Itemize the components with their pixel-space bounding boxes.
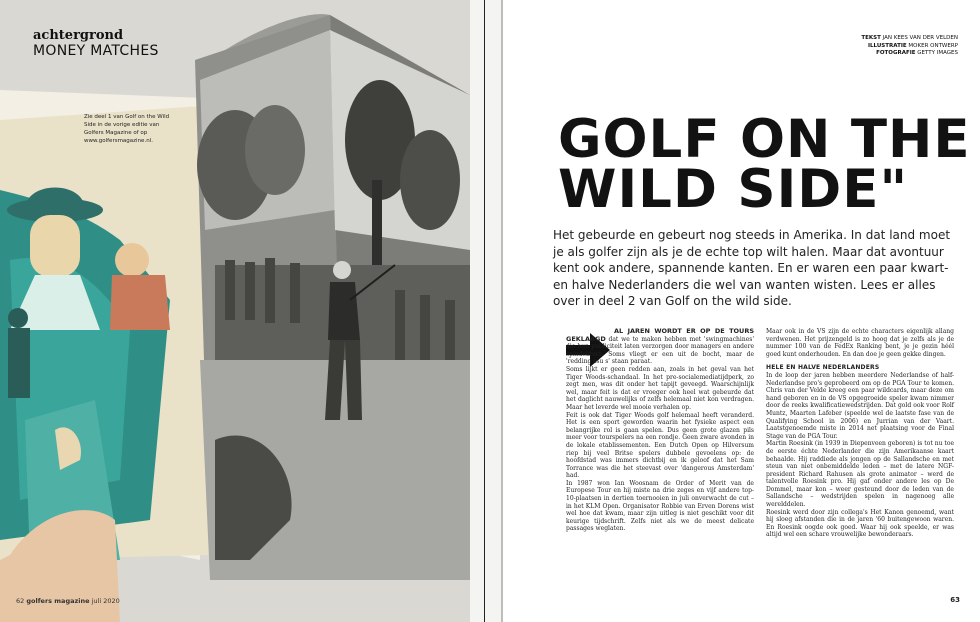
- right-page: [503, 0, 980, 622]
- lead-text: dat we te maken hebben met 'swingmachines' die hun publiciteit laten verzorgen door managers en andere spindoktors. Soms vliegt er een uit de bocht, maar de 'redding ssu s' staan paraat.: [566, 335, 754, 366]
- credit-line-text: TEKST JAN KEES VAN DER VELDEN: [861, 35, 958, 41]
- page-gutter: [470, 0, 503, 622]
- magazine-spread-illustration: [0, 0, 470, 622]
- section-kicker: achtergrond: [33, 28, 124, 43]
- magazine-name: golfers magazine: [26, 597, 90, 605]
- body-paragraph: Feit is ook dat Tiger Woods golf helemaal heeft veranderd. Het is een sport geworden waarin het fysieke aspect een belangrijke rol is gaan spelen. Dus geen grote glazen pils meer voor tourspelers na een rondje. Geen zware avonden in de lokale etablissementen. Een Dutch Open op Hilversum riep bij veel Britse spelers dubbele gevoelens op: de hoofdstad was immers dichtbij en ik geloof dat het Sam Torrance was die het steevast over 'dangerous Amsterdam' had.: [566, 411, 754, 480]
- body-paragraph: Maar ook in de VS zijn de echte characters eigenlijk allang verdwenen. Het prijzengeld is zo hoog dat je zelfs als je de nummer 100 van de FedEx Ranking bent, je je gezin héél goed kunt onderhouden. En dan doe je geen gekke dingen.: [766, 328, 954, 358]
- folio-left: [16, 597, 120, 605]
- lead-caps: AL JAREN WORDT ER OP DE TOURS GEKLAAGD: [566, 327, 754, 343]
- page-number-left: 62: [16, 597, 25, 605]
- inset-note: Zie deel 1 van Golf on the Wild Side in de vorige editie van Golfers Magazine of op www.golfersmagazine.nl.: [84, 114, 170, 144]
- subhead: HELE EN HALVE NEDERLANDERS: [766, 364, 880, 372]
- lead-paragraph: [566, 328, 754, 366]
- section-title: MONEY MATCHES: [33, 43, 159, 59]
- headline-line-1: GOLF ON THE: [558, 109, 971, 170]
- body-column-1: [566, 328, 754, 533]
- credit-line-illustration: ILLUSTRATIE MOKER ONTWERP: [867, 42, 958, 49]
- gutter-divider: [484, 0, 485, 622]
- issue-date: juli 2020: [91, 597, 120, 605]
- body-paragraph: In 1987 won Ian Woosnam de Order of Merit van de Europese Tour en hij miste na drie zeges en vijf andere top-10-plaatsen in dertien toernooien in juli onverwacht de cut – in het KLM Open. Organisator Robbie van Erven Dorens wist wel hoe dat kwam, maar zijn uitleg is niet geschikt voor dit keurige tijdschrift. Zelfs niet als we de meest delicate passages weglaten.: [566, 479, 754, 533]
- body-paragraph: Roesink werd door zijn collega's Het Kanon genoemd, want hij sloeg afstanden die in de jaren '60 buitengewoon waren. En Roesink oogde ook goed. Waar hij ook speelde, er was altijd wel een schare vrouwelijke bewonderaars.: [766, 508, 954, 539]
- body-column-2: [766, 328, 954, 539]
- intro-paragraph: Het gebeurde en gebeurt nog steeds in Amerika. In dat land moet je als golfer zijn als je de echte top wilt halen. Maar dat avontuur kent ook andere, spannende kanten. En er waren een paar kwart- en halve Nederlanders die wel van wanten wisten. Lees er alles over in deel 2 van Golf on the wild side.: [553, 228, 951, 309]
- body-paragraph: Martin Roesink (in 1939 in Diepenveen geboren) is tot nu toe de eerste échte Nederlander die zijn Amerikaanse kaart behaalde. Hij raddiede als jongen op de Sallandsche en met steun van niet onbemiddelde leden – met de latere NGF-president Richard Rahusen als grote animator – werd de talentvolle Roesink pro. Hij gaf onder andere les op De Dommel, maar kon – weer gesteund door de leden van de Sallandsche – wedstrijden spelen in nagenoeg alle werelddelen.: [766, 440, 954, 509]
- credits-block: [861, 35, 958, 58]
- headline: [558, 109, 978, 220]
- credit-line-photography: FOTOGRAFIE GETTY IMAGES: [876, 50, 958, 56]
- left-page: [0, 0, 470, 622]
- page-number-right: 63: [950, 596, 960, 604]
- body-paragraph: In de loop der jaren hebben meerdere Nederlandse of half-Nederlandse pro's geprobeerd om op de PGA Tour te komen. Chris van der Velde kreeg een paar wildcards, maar deze om hand geboren en in de VS opgegroeide speler kwam nimmer door de reeks kwalificatiewedstrijden. Dat gold ook voor Rolf Muntz, Maarten Lafeber (speelde wel de laatste fase van de Qualifying School in 2006) en Jurrian van der Vaart. Laatstgenoemde miste in 2014 net plaatsing voor de Final Stage van de PGA Tour.: [766, 371, 954, 440]
- headline-line-2: WILD SIDE": [558, 159, 909, 220]
- body-paragraph: Soms lijkt er geen redden aan, zoals in het geval van het Tiger Woods-schandaal. In het pre-socialemediatijdperk, zo zegt men, was dit onder het tapijt geveegd. Waarschijnlijk wel, maar feit is dat er vroeger ook heel wat gebeurde dat het daglicht nauwelijks of zelfs helemaal niet kon verdragen. Maar het leverde wel mooie verhalen op.: [566, 365, 754, 411]
